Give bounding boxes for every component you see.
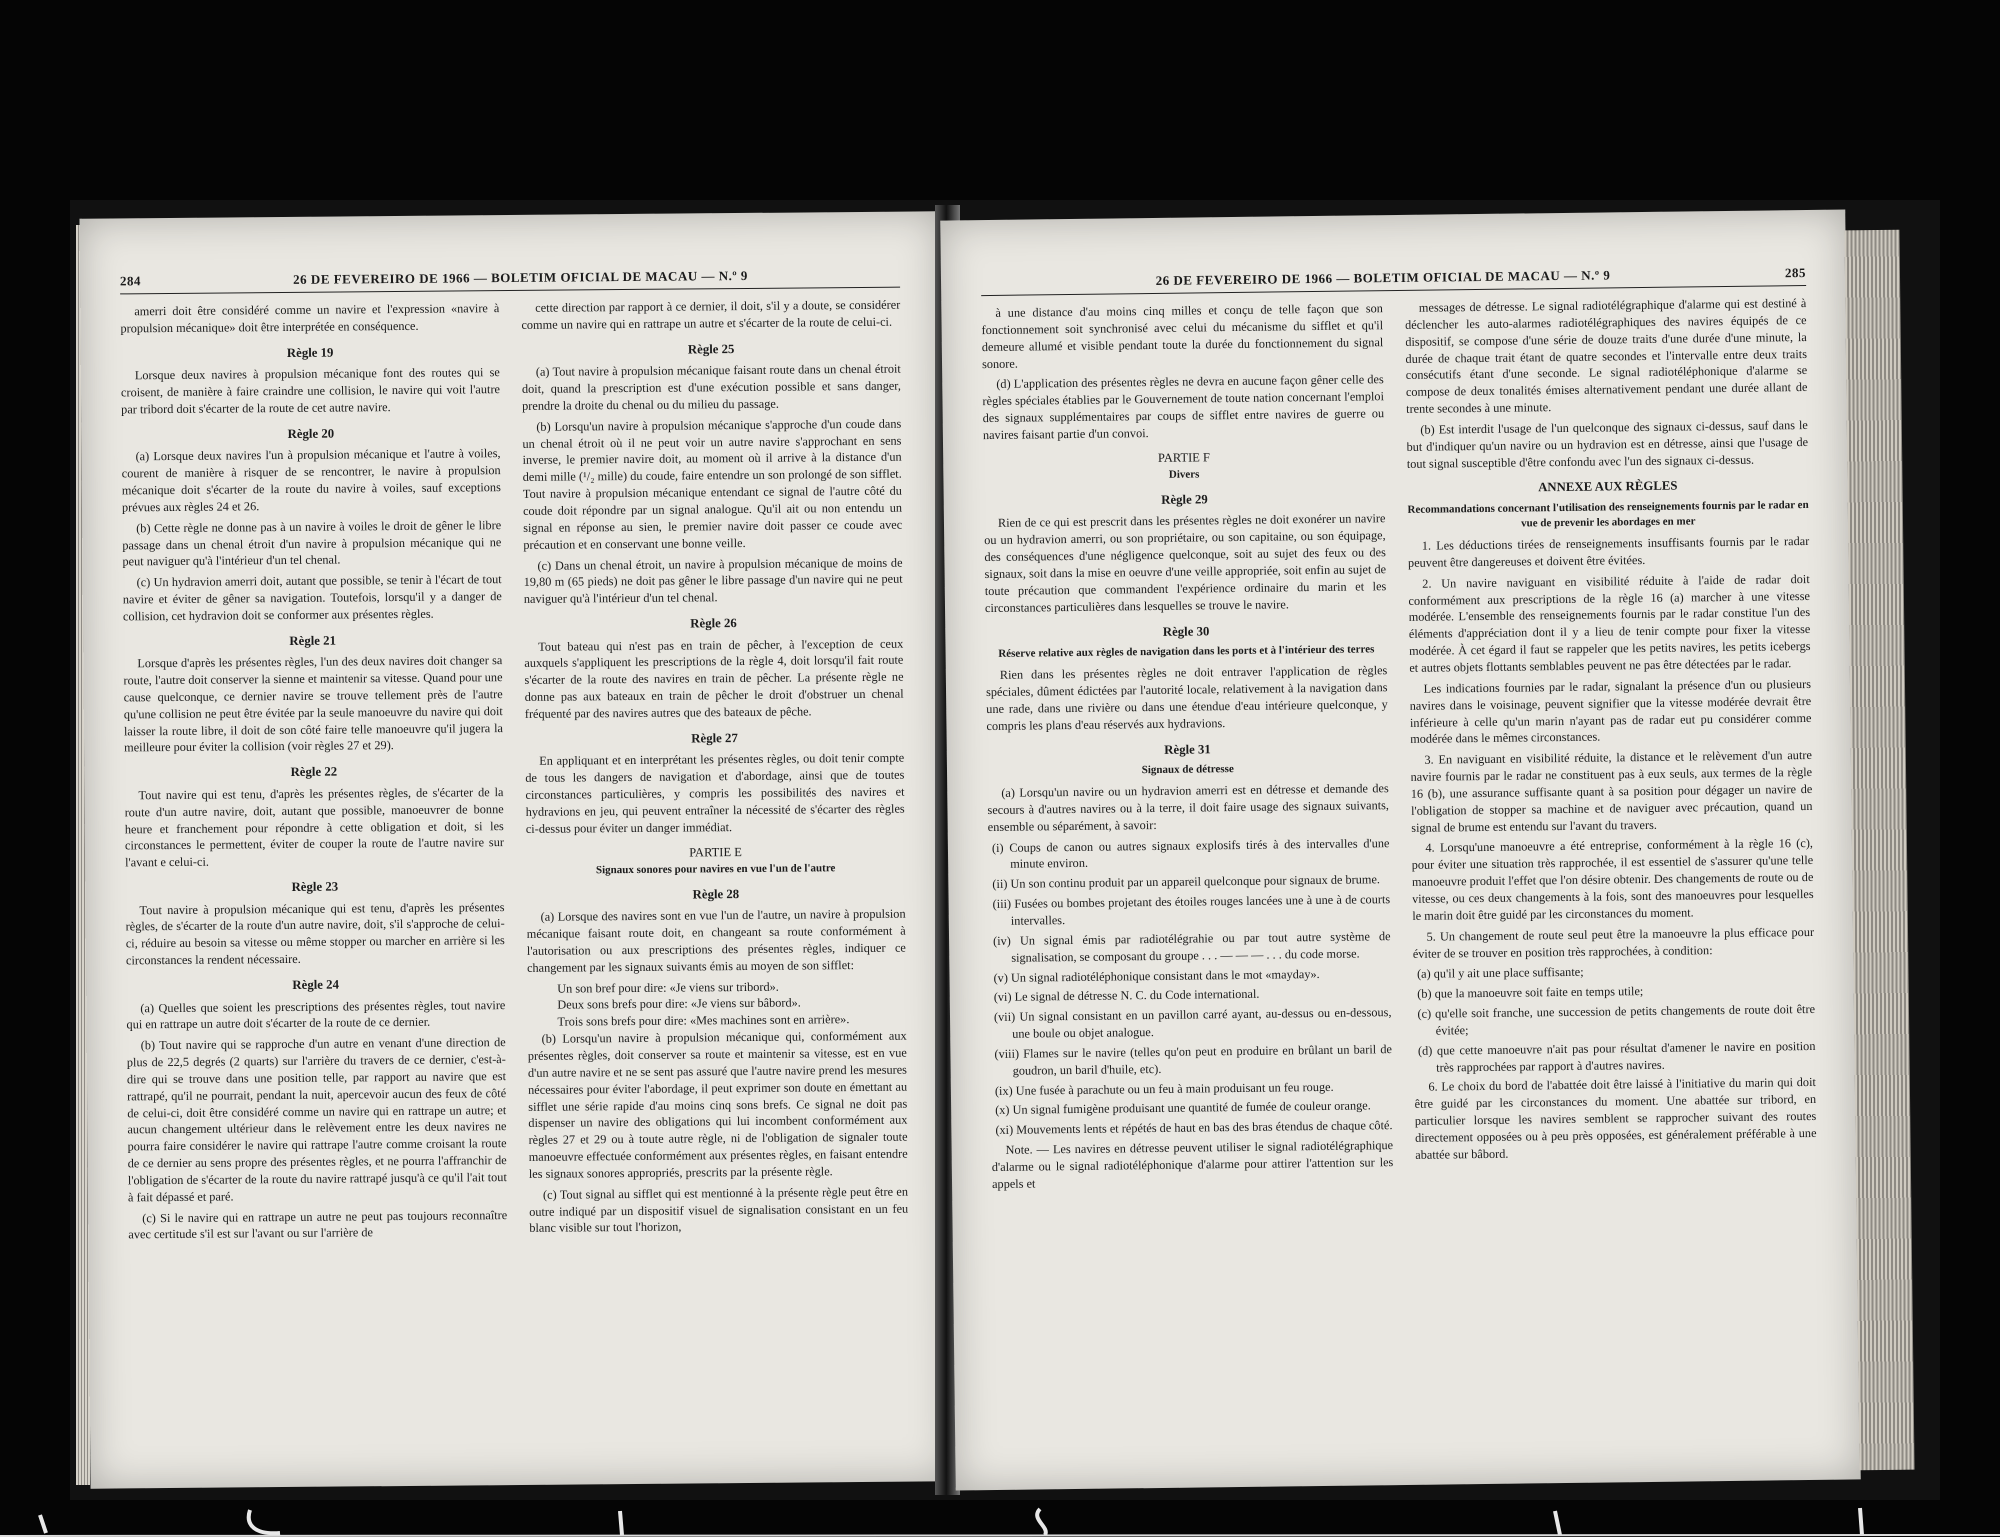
paragraph: 6. Le choix du bord de l'abattée doit être laissé à l'initiative du marin qui doit être guidé par les circonstances du moment. Une abattée sur tribord, en particulier lorsque les navires semblent se rapprocher suivant des routes directement opposées ou à peu près opposées, est généralement préférable à une abattée sur bâbord.	[1414, 1075, 1817, 1162]
paragraph: (a) Lorsqu'un navire ou un hydravion amerri est en détresse et demande des secours à d'autres navires ou à la terre, il doit faire usage des signaux suivants, ensemble ou séparément, à savoir:	[987, 781, 1390, 834]
paragraph: Tout navire qui est tenu, d'après les présentes règles, de s'écarter de la route d'un autre navire, doit, autant que possible, manoeuvrer de bonne heure et franchement pour répondre à cette obligation et doit, si les circonstances le permettent, éviter de couper la route de l'autre navire sur l'avant e celui-ci.	[124, 784, 504, 870]
rule-heading: Règle 24	[292, 977, 340, 992]
paragraph: Rien de ce qui est prescrit dans les présentes règles ne doit exonérer un navire ou un hydravion amerri, ou son propriétaire, ou son capitaine, ou son équipage, des conséquences d'une négligence quelconque, soit au sujet des feux ou des signaux, soit dans la mise en oeuvre d'une veille appropriée, soit enfin au sujet de toute précaution que commandent l'expérience ordinaire du marin et les circonstances particulières dans lesquelles se trouve le navire.	[984, 511, 1387, 615]
paragraph: 2. Un navire naviguant en visibilité réduite à l'aide de radar doit conformément aux prescriptions de la règle 16 (a) marcher à une vitesse modérée. L'ensemble des renseignements fournis par le radar constitue l'un des éléments d'appréciation dont il y a lieu de tenir compte pour fixer la vitesse modérée. À cet égard il faut se rappeler que les petits navires, les petits icebergs et autres objets flottants semblables peuvent ne pas être détectées par le radar.	[1408, 571, 1811, 675]
left-page	[79, 211, 950, 1488]
part-heading: PARTIE F	[1157, 450, 1210, 465]
paragraph: Lorsque deux navires à propulsion mécanique font des routes qui se croisent, de manière à faire craindre une collision, le navire qui voit l'autre par tribord doit s'écarter de la route de cet autre navire.	[120, 365, 501, 417]
paragraph: (b) Lorsqu'un navire à propulsion mécanique qui, conformément aux présentes règles, doit conserver sa route et maintenir sa vitesse, est en vue d'un autre navire et ne se sent pas assuré que l'autre navire prend les mesures nécessaires pour éviter l'abordage, il peut exprimer son doute en émettant au sifflet une série rapide d'au moins cinq sons brefs. Ce signal ne doit pas dispenser un navire des obligations qui lui incombent conformément aux règles 27 et 29 ou à toute autre règle, ni de l'obligation de signaler toute manoeuvre effectuée conformément aux présentes règles, en faisant entendre les signaux sonores appropriés, prescrits par la présente règle.	[527, 1028, 908, 1181]
list-item: (x) Un signal fumigène produisant une quantité de fumée de couleur orange.	[995, 1098, 1371, 1118]
right-column-2	[1405, 295, 1820, 1445]
part-heading: PARTIE E	[689, 844, 742, 860]
paragraph: (a) Lorsque deux navires l'un à propulsion mécanique et l'autre à voiles, courent de manière à risquer de se rencontrer, le navire à propulsion mécanique doit s'écarter de la route du navire à voiles, sauf exceptions prévues aux règles 24 et 26.	[121, 446, 501, 515]
rule-heading: Règle 31	[1164, 741, 1211, 757]
paragraph: (c) Tout signal au sifflet qui est mentionné à la présente règle peut être en outre indiqué par un dispositif visuel de signalisation consistant en un feu blanc visible sur tout l'horizon,	[529, 1184, 909, 1236]
paragraph: Tout navire à propulsion mécanique qui est tenu, d'après les présentes règles, de s'écarter de la route d'un autre navire, doit, s'il s'approche de celui-ci, réduire au besoin sa vitesse ou même stopper ou marcher en arrière si les circonstances la rendent nécessaire.	[125, 899, 505, 968]
paragraph: (c) Un hydravion amerri doit, autant que possible, se tenir à l'écart de tout navire et éviter de gêner sa navigation. Toutefois, lorsqu'il y a danger de collision, cet hydravion doit se conformer aux présentes règles.	[122, 572, 502, 624]
paragraph: cette direction par rapport à ce dernier, il doit, s'il y a doute, se considérer comme un navire qui en rattrape un autre et s'écarter de la route de celui-ci.	[521, 297, 901, 332]
section-subtitle: Réserve relative aux règles de navigation dans les ports et à l'intérieur des terres	[998, 643, 1375, 660]
left-page-running-title: 26 DE FEVEREIRO DE 1966 — BOLETIM OFICIAL DE MACAU — N.º 9	[293, 267, 748, 287]
list-item: (iii) Fusées ou bombes projetant des étoiles rouges lancées une à une à de courts intervalles.	[992, 892, 1391, 928]
right-page-header	[981, 265, 1806, 296]
paragraph: 3. En naviguant en visibilité réduite, la distance et le relèvement d'un autre navire fournis par le radar ne constituent pas à eux seuls, aux termes de la règle 16 (b), une assurance suffisante quant à sa position pour dégager un navire de l'obligation de stopper sa machine et de naviguer avec précaution, quand un signal de brume est entendu sur l'avant du travers.	[1410, 748, 1813, 835]
list-item: (xi) Mouvements lents et répétés de haut en bas des bras étendus de chaque côté.	[995, 1118, 1393, 1138]
rule-heading: Règle 21	[289, 633, 337, 648]
rule-heading: Règle 29	[1161, 492, 1208, 507]
right-page	[940, 210, 1860, 1491]
paragraph: (d) L'application des présentes règles ne devra en aucune façon gêner celle des règles spéciales établies par le Gouvernement de toute nation concernant l'emploi des signaux supplémentaires par coups de sifflet entre navires de guerre ou navires faisant partie d'un convoi.	[982, 372, 1385, 442]
paragraph: Tout bateau qui n'est pas en train de pêcher, à l'exception de ceux auxquels s'appliquent les prescriptions de la règle 4, doit lorsqu'il fait route s'écarter de la route des navires en train de pêcher. La présente règle ne donne pas aux bateaux en train de pêcher le droit d'obstruer un chenal fréquenté par des navires autres que des bateaux de pêche.	[524, 636, 904, 721]
list-item: (vii) Un signal consistant en un pavillon carré ayant, au-dessus ou en-dessous, une boule ou objet analogue.	[993, 1005, 1392, 1041]
rule-heading: Règle 27	[691, 730, 738, 746]
paragraph: (a) Lorsque des navires sont en vue l'un de l'autre, un navire à propulsion mécanique faisant route doit, en changeant sa route conformément à l'autorisation ou aux prescriptions des présentes règles, indiquer ce changement par les signaux suivants émis au moyen de son sifflet:	[526, 906, 906, 975]
list-item: (d) que cette manoeuvre n'ait pas pour résultat d'amener le navire en position très rapprochées par rapport à d'autres navires.	[1417, 1038, 1816, 1075]
right-page-number: 285	[1784, 265, 1807, 281]
rule-heading: ANNEXE AUX RÈGLES	[1538, 479, 1678, 495]
left-column-1	[120, 300, 509, 1448]
list-item: (c) qu'elle soit franche, une succession de petits changements de route doit être évitée;	[1417, 1001, 1816, 1038]
rule-heading: Règle 25	[687, 341, 735, 357]
rule-heading: Règle 28	[692, 886, 740, 902]
paragraph: Rien dans les présentes règles ne doit entraver l'application de règles spéciales, dûment édictées par l'autorité locale, relativement à la navigation dans une rade, dans une rivière ou dans une étendue d'eau intérieure quelconque, y compris les plans d'eau réservés aux hydravions.	[985, 663, 1388, 733]
section-subtitle: Divers	[1168, 468, 1200, 481]
paragraph: à une distance d'au moins cinq milles et conçu de telle façon que son fonctionnement soit synchronisé avec celui du mécanisme du sifflet et qu'il demeure allumé et visible pendant toute la durée du fonctionnement du signal sonore.	[981, 301, 1384, 371]
handwritten-marks	[0, 1505, 2000, 1537]
paragraph: 1. Les déductions tirées de renseignements insuffisants fournis par le radar peuvent être dangereuses et doivent être évitées.	[1407, 534, 1810, 570]
paragraph: 4. Lorsqu'une manoeuvre a été entreprise, conformément à la règle 16 (c), pour éviter une situation très rapprochée, il est essentiel de s'assurer qu'une telle manoeuvre produit l'effet que l'on désire obtenir. Des changements de route ou de vitesse, ou ces deux changements à la fois, sont des manoeuvres pour lesquelles le marin doit être guidé par les circonstances du moment.	[1411, 836, 1814, 923]
list-item: (b) que la manoeuvre soit faite en temps utile;	[1417, 984, 1644, 1001]
list-item: (ix) Une fusée à parachute ou un feu à main produisant un feu rouge.	[994, 1079, 1334, 1098]
paragraph: (c) Si le navire qui en rattrape un autre ne peut pas toujours reconnaître avec certitude s'il est sur l'avant ou sur l'arrière de	[128, 1207, 508, 1242]
rule-heading: Règle 23	[291, 879, 339, 895]
left-column-2	[521, 297, 910, 1445]
left-page-number: 284	[119, 273, 142, 289]
list-item: (viii) Flames sur le navire (telles qu'on peut en produire en brûlant un baril de goudron, un baril d'huile, etc).	[994, 1042, 1393, 1078]
paragraph: (b) Cette règle ne donne pas à un navire à voiles le droit de gêner le libre passage dans un chenal étroit d'un navire à propulsion mécanique qui ne peut naviguer qu'à l'intérieur d'un tel chenal.	[122, 517, 502, 569]
section-subtitle: Recommandations concernant l'utilisation des renseignements fournis par le radar en vue de prevenir les abordages en mer	[1407, 498, 1809, 530]
list-item: (ii) Un son continu produit par un appareil quelconque pour signaux de brume.	[992, 872, 1381, 892]
signal-line: Un son bref pour dire: «Je viens sur tribord».	[557, 979, 779, 996]
list-item: (vi) Le signal de détresse N. C. du Code international.	[993, 987, 1260, 1005]
signal-line: Deux sons brefs pour dire: «Je viens sur bâbord».	[557, 995, 801, 1013]
paragraph: Lorsque d'après les présentes règles, l'un des deux navires doit changer sa route, l'autre doit conserver la sienne et maintenir sa vitesse. Quand pour une cause quelconque, ce dernier navire se trouve tellement près de l'autre qu'une collision ne peut être évitée par la seule manoeuvre du navire qui doit laisser la route libre, il doit de son côté faire telle manoeuvre qu'il jugera la meilleure pour éviter la collision (voir règles 27 et 29).	[123, 653, 503, 755]
paragraph: (b) Tout navire qui se rapproche d'un autre en venant d'une direction de plus de 22,5 degrés (2 quarts) sur l'arrière du travers de ce dernier, c'est-à-dire qui se trouve dans une position telle, par rapport au navire que est rattrapé, qu'il ne pourrait, pendant la nuit, apercevoir aucun des feux de côté de celui-ci, doit être considéré comme un navire qui en rattrape un autre; et aucun changement ultérieur dans le relèvement entre les deux navires ne pourra faire considérer le navire qui rattrape l'autre comme croisant la route de ce dernier au sens propre des présentes règles, et ne pourra l'affranchir de l'obligation de s'écarter de la route du navire rattrapé jusqu'à ce qu'il l'ait tout à fait dépassé et paré.	[126, 1035, 507, 1205]
list-item: (a) qu'il y ait une place suffisante;	[1416, 965, 1584, 982]
paragraph: (c) Dans un chenal étroit, un navire à propulsion mécanique de moins de 19,80 m (65 pieds) ne doit pas gêner le libre passage d'un navire qui ne peut naviguer qu'à l'intérieur d'un tel chenal.	[523, 555, 903, 607]
rule-heading: Règle 19	[286, 345, 334, 360]
paragraph: messages de détresse. Le signal radiotélégraphique d'alarme qui est destiné à déclencher les auto-alarmes radiotélégraphiques des navires équipés de ce dispositif, se compose d'une série de douze traits d'une durée d'une minute, la durée de chaque trait étant de quatre secondes et l'intervalle entre deux traits consécutifs étant d'une seconde. Le signal radiotéléphonique d'alarme se compose de deux tonalités émises alternativement pendant une durée allant de trente secondes à une minute.	[1404, 296, 1808, 416]
section-subtitle: Signaux de détresse	[1141, 763, 1234, 777]
section-subtitle: Signaux sonores pour navires en vue l'un de l'autre	[595, 861, 836, 876]
paragraph: Note. — Les navires en détresse peuvent utiliser le signal radiotélégraphique d'alarme ou le signal radiotéléphonique d'alarme pour attirer l'attention sur les appels et	[991, 1138, 1394, 1191]
right-page-running-title: 26 DE FEVEREIRO DE 1966 — BOLETIM OFICIAL DE MACAU — N.º 9	[1155, 267, 1611, 288]
rule-heading: Règle 22	[290, 764, 338, 780]
signal-line: Trois sons brefs pour dire: «Mes machines sont en arrière».	[557, 1012, 850, 1029]
rule-heading: Règle 20	[287, 426, 335, 441]
paragraph: amerri doit être considéré comme un navire et l'expression «navire à propulsion mécanique» doit être interprétée en conséquence.	[120, 301, 500, 336]
paragraph: (a) Tout navire à propulsion mécanique faisant route dans un chenal étroit doit, quand la prescription est d'une exécution possible et sans danger, prendre la droite du chenal ou du milieu du passage.	[521, 361, 902, 413]
rule-heading: Règle 26	[690, 616, 737, 631]
paragraph: (b) Est interdit l'usage de l'un quelconque des signaux ci-dessus, sauf dans le but d'indiquer qu'un navire ou un hydravion est en détresse, ainsi que l'usage de tout signal susceptible d'être confondu avec l'un des signaux ci-dessus.	[1406, 417, 1809, 471]
list-item: (iv) Un signal émis par radiotélégrahie ou par tout autre système de signalisation, se composant du groupe . . . — — — . . . du code morse.	[992, 928, 1391, 965]
rule-heading: Règle 30	[1162, 623, 1210, 639]
list-item: (i) Coups de canon ou autres signaux explosifs tirés à des intervalles d'une minute environ.	[991, 835, 1390, 872]
right-column-1	[981, 300, 1396, 1450]
list-item: (v) Un signal radiotéléphonique consistant dans le mot «mayday».	[993, 966, 1320, 985]
paragraph: (b) Lorsqu'un navire à propulsion mécanique s'approche d'un coude dans un chenal étroit où il ne peut voir un autre navire s'approchant en sens inverse, le premier navire doit, au moment où il arrive à la distance d'un demi mille (¹/₂ mille) du coude, faire entendre un son prolongé de son sifflet. Tout navire à propulsion mécanique entendant ce signal de l'autre côté du coude doit répondre par un signal analogue. Qu'il ait ou non entendu un signal en réponse au sien, le premier navire doit passer ce coude avec précaution et en conservant une bonne veille.	[522, 416, 903, 552]
paragraph: En appliquant et en interprétant les présentes règles, ou doit tenir compte de tous les dangers de navigation et d'abordage, ainsi que de toutes circonstances particulières, y compris les possibilités des navires et hydravions en jeu, qui peuvent entraîner la nécessité de s'écarter des règles ci-dessus pour éviter un danger immédiat.	[525, 750, 905, 836]
paragraph: (a) Quelles que soient les prescriptions des présentes règles, tout navire qui en rattrape un autre doit s'écarter de la route de ce dernier.	[126, 997, 506, 1032]
left-page-header	[120, 267, 900, 295]
paragraph: Les indications fournies par le radar, signalant la présence d'un ou plusieurs navires dans le voisinage, peuvent signifier que la vitesse modérée devrait être inférieure à celle qu'un marin n'ayant pas de radar eut pu considérer comme modérée dans le mêmes circonstances.	[1409, 676, 1812, 747]
paragraph: 5. Un changement de route seul peut être la manoeuvre la plus efficace pour éviter de se trouver en position très rapprochées, à condition:	[1412, 924, 1815, 961]
